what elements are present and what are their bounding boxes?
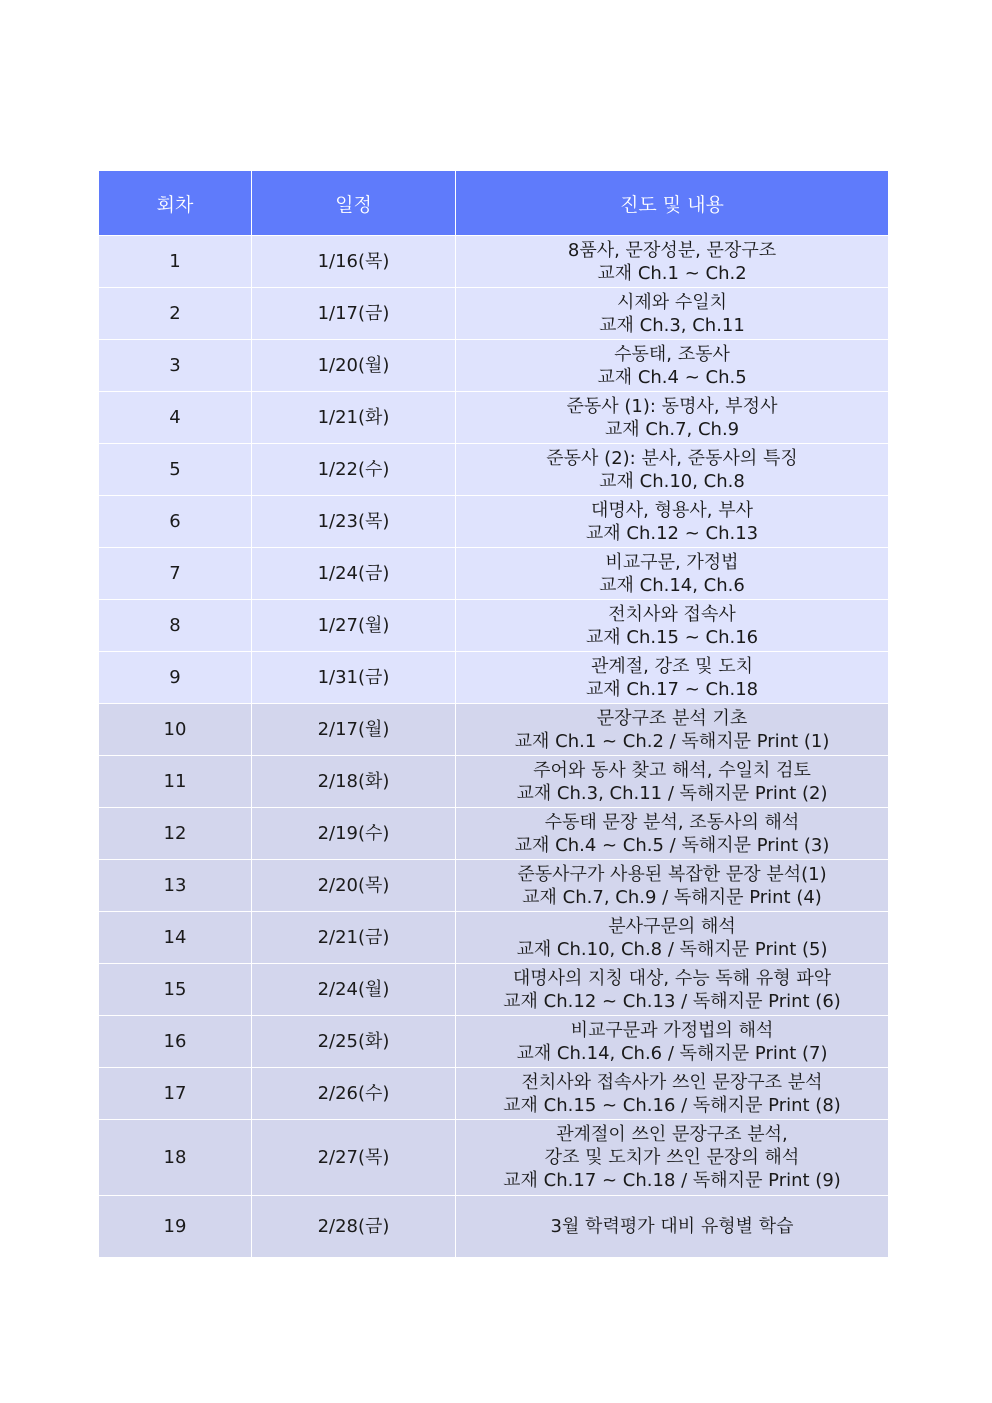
session-content bbox=[456, 392, 889, 444]
header-row bbox=[99, 171, 889, 236]
table-row bbox=[99, 1120, 889, 1196]
session-content bbox=[456, 1068, 889, 1120]
content-line: 교재 Ch.12 ~ Ch.13 / 독해지문 Print (6) bbox=[503, 990, 841, 1012]
table-row bbox=[99, 652, 889, 704]
content-line: 3월 학력평가 대비 유형별 학습 bbox=[550, 1216, 794, 1237]
session-number: 5 bbox=[99, 444, 252, 496]
session-date: 1/20(월) bbox=[252, 340, 456, 392]
content-line: 교재 Ch.3, Ch.11 / 독해지문 Print (2) bbox=[516, 782, 828, 804]
content-line: 교재 Ch.14, Ch.6 / 독해지문 Print (7) bbox=[516, 1042, 828, 1064]
session-content bbox=[456, 1196, 889, 1258]
session-date: 2/18(화) bbox=[252, 756, 456, 808]
session-number: 19 bbox=[99, 1196, 252, 1258]
session-number: 4 bbox=[99, 392, 252, 444]
table-row bbox=[99, 340, 889, 392]
session-date: 2/26(수) bbox=[252, 1068, 456, 1120]
table-row bbox=[99, 548, 889, 600]
content-line: 문장구조 분석 기초 bbox=[596, 707, 748, 729]
content-line: 대명사의 지칭 대상, 수능 독해 유형 파악 bbox=[512, 967, 832, 989]
schedule-table bbox=[98, 170, 889, 1258]
session-content bbox=[456, 288, 889, 340]
table-row bbox=[99, 392, 889, 444]
content-line: 준동사 (2): 분사, 준동사의 특징 bbox=[546, 447, 798, 469]
content-line: 교재 Ch.4 ~ Ch.5 / 독해지문 Print (3) bbox=[514, 834, 830, 856]
content-line: 주어와 동사 찾고 해석, 수일치 검토 bbox=[533, 759, 811, 781]
session-date: 2/24(월) bbox=[252, 964, 456, 1016]
table-row bbox=[99, 964, 889, 1016]
table-row bbox=[99, 912, 889, 964]
session-content bbox=[456, 808, 889, 860]
session-number: 15 bbox=[99, 964, 252, 1016]
content-line: 전치사와 접속사 bbox=[608, 603, 736, 625]
session-date: 1/22(수) bbox=[252, 444, 456, 496]
session-number: 9 bbox=[99, 652, 252, 704]
content-line: 시제와 수일치 bbox=[616, 291, 728, 313]
content-line: 교재 Ch.4 ~ Ch.5 bbox=[597, 366, 747, 388]
content-line: 교재 Ch.14, Ch.6 bbox=[599, 574, 745, 596]
session-content bbox=[456, 860, 889, 912]
header-session: 회차 bbox=[99, 171, 252, 236]
table-row bbox=[99, 1196, 889, 1258]
session-content bbox=[456, 340, 889, 392]
session-date: 2/28(금) bbox=[252, 1196, 456, 1258]
content-line: 대명사, 형용사, 부사 bbox=[591, 499, 753, 521]
table-row bbox=[99, 288, 889, 340]
table-row bbox=[99, 860, 889, 912]
session-date: 2/25(화) bbox=[252, 1016, 456, 1068]
content-line: 교재 Ch.15 ~ Ch.16 / 독해지문 Print (8) bbox=[503, 1094, 841, 1116]
session-date: 1/24(금) bbox=[252, 548, 456, 600]
content-line: 교재 Ch.7, Ch.9 / 독해지문 Print (4) bbox=[522, 886, 822, 908]
session-date: 1/17(금) bbox=[252, 288, 456, 340]
session-number: 2 bbox=[99, 288, 252, 340]
session-content bbox=[456, 548, 889, 600]
content-line: 준동사구가 사용된 복잡한 문장 분석(1) bbox=[517, 863, 827, 885]
content-line: 교재 Ch.15 ~ Ch.16 bbox=[585, 626, 759, 648]
content-line: 수동태 문장 분석, 조동사의 해석 bbox=[544, 811, 800, 833]
session-date: 1/21(화) bbox=[252, 392, 456, 444]
content-line: 8품사, 문장성분, 문장구조 bbox=[567, 239, 777, 261]
session-content bbox=[456, 496, 889, 548]
table-row bbox=[99, 1016, 889, 1068]
session-number: 18 bbox=[99, 1120, 252, 1196]
table-row bbox=[99, 236, 889, 288]
content-line: 수동태, 조동사 bbox=[614, 343, 730, 365]
content-line: 분사구문의 해석 bbox=[608, 915, 736, 937]
session-number: 16 bbox=[99, 1016, 252, 1068]
content-line: 교재 Ch.12 ~ Ch.13 bbox=[585, 522, 759, 544]
table-row bbox=[99, 600, 889, 652]
session-number: 1 bbox=[99, 236, 252, 288]
content-line: 교재 Ch.17 ~ Ch.18 / 독해지문 Print (9) bbox=[503, 1170, 841, 1191]
schedule-body bbox=[99, 236, 889, 1258]
header-content: 진도 및 내용 bbox=[456, 171, 889, 236]
session-date: 2/19(수) bbox=[252, 808, 456, 860]
content-line: 교재 Ch.3, Ch.11 bbox=[599, 314, 745, 336]
session-date: 1/27(월) bbox=[252, 600, 456, 652]
session-content bbox=[456, 236, 889, 288]
session-content bbox=[456, 444, 889, 496]
session-number: 11 bbox=[99, 756, 252, 808]
content-line: 교재 Ch.10, Ch.8 bbox=[599, 470, 745, 492]
table-row bbox=[99, 704, 889, 756]
session-content bbox=[456, 600, 889, 652]
session-date: 2/20(목) bbox=[252, 860, 456, 912]
content-line: 비교구문과 가정법의 해석 bbox=[570, 1019, 774, 1041]
session-date: 1/16(목) bbox=[252, 236, 456, 288]
session-number: 13 bbox=[99, 860, 252, 912]
session-date: 1/23(목) bbox=[252, 496, 456, 548]
table-row bbox=[99, 808, 889, 860]
session-number: 6 bbox=[99, 496, 252, 548]
table-row bbox=[99, 756, 889, 808]
session-content bbox=[456, 1120, 889, 1196]
session-content bbox=[456, 1016, 889, 1068]
session-number: 17 bbox=[99, 1068, 252, 1120]
content-line: 교재 Ch.10, Ch.8 / 독해지문 Print (5) bbox=[516, 938, 828, 960]
content-line: 교재 Ch.7, Ch.9 bbox=[604, 418, 740, 440]
session-date: 2/21(금) bbox=[252, 912, 456, 964]
session-number: 3 bbox=[99, 340, 252, 392]
content-line: 전치사와 접속사가 쓰인 문장구조 분석 bbox=[521, 1071, 823, 1093]
session-content bbox=[456, 704, 889, 756]
table-row bbox=[99, 1068, 889, 1120]
session-date: 2/27(목) bbox=[252, 1120, 456, 1196]
session-content bbox=[456, 964, 889, 1016]
session-number: 10 bbox=[99, 704, 252, 756]
content-line: 비교구문, 가정법 bbox=[605, 551, 739, 573]
session-date: 2/17(월) bbox=[252, 704, 456, 756]
content-line: 관계절이 쓰인 문장구조 분석, bbox=[556, 1124, 788, 1145]
content-line: 교재 Ch.1 ~ Ch.2 / 독해지문 Print (1) bbox=[514, 730, 830, 752]
content-line: 교재 Ch.1 ~ Ch.2 bbox=[597, 262, 747, 284]
session-date: 1/31(금) bbox=[252, 652, 456, 704]
session-number: 8 bbox=[99, 600, 252, 652]
content-line: 관계절, 강조 및 도치 bbox=[591, 655, 753, 677]
session-number: 7 bbox=[99, 548, 252, 600]
session-content bbox=[456, 912, 889, 964]
session-content bbox=[456, 756, 889, 808]
table-row bbox=[99, 496, 889, 548]
session-number: 14 bbox=[99, 912, 252, 964]
session-number: 12 bbox=[99, 808, 252, 860]
content-line: 교재 Ch.17 ~ Ch.18 bbox=[585, 678, 759, 700]
content-line: 강조 및 도치가 쓰인 문장의 해석 bbox=[544, 1147, 800, 1168]
header-date: 일정 bbox=[252, 171, 456, 236]
session-content bbox=[456, 652, 889, 704]
content-line: 준동사 (1): 동명사, 부정사 bbox=[566, 395, 778, 417]
table-row bbox=[99, 444, 889, 496]
